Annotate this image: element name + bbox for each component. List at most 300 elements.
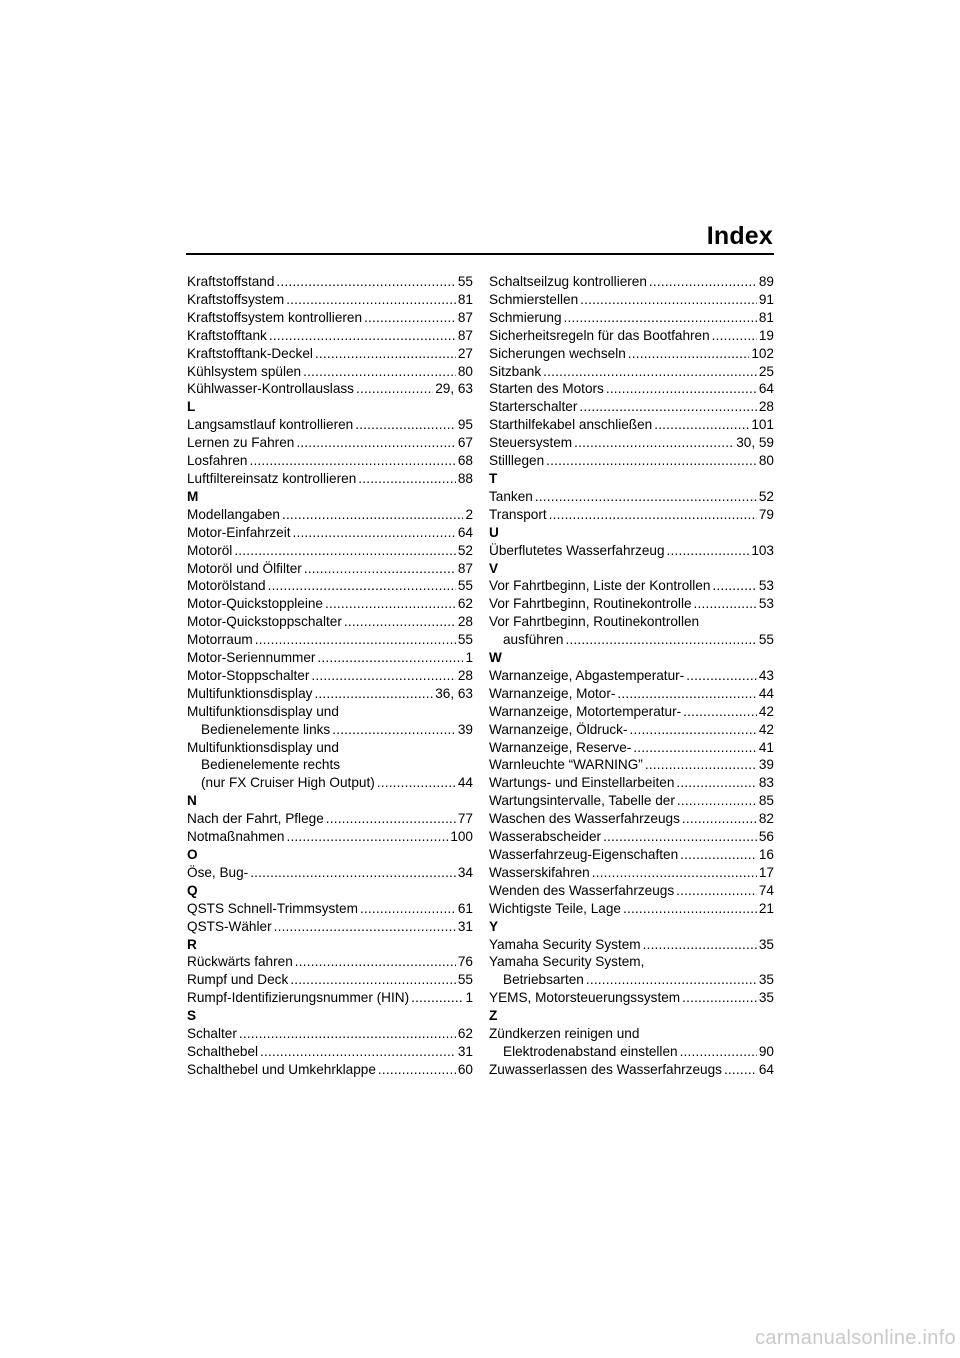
dot-leader — [311, 667, 455, 685]
dot-leader — [724, 1061, 757, 1079]
dot-leader — [712, 327, 757, 345]
index-entry-text: Luftfiltereinsatz kontrollieren — [187, 470, 357, 486]
index-entry-text: QSTS Schnell-Trimmsystem — [187, 900, 358, 916]
dot-leader — [378, 1061, 456, 1079]
index-entry-text: Schmierung — [489, 309, 562, 325]
dot-leader — [268, 577, 456, 595]
index-entry-text: Rumpf-Identifizierungsnummer (HIN) — [187, 990, 410, 1006]
index-entry-text: Rumpf und Deck — [187, 972, 289, 988]
index-entry-text: Wasserskifahren — [489, 864, 590, 880]
index-entry-text: Kraftstoffstand — [187, 274, 275, 289]
index-entry-text: Kraftstoffsystem kontrollieren — [187, 309, 363, 325]
index-page-number: 17 — [758, 864, 774, 880]
index-entry — [489, 739, 774, 757]
index-page-number: 64 — [457, 524, 473, 540]
index-entry — [187, 631, 473, 649]
index-column-left — [187, 273, 473, 1079]
index-entry — [187, 291, 473, 309]
index-entry — [187, 309, 473, 327]
dot-leader — [377, 774, 456, 792]
index-entry-text: Multifunktionsdisplay und — [187, 703, 339, 719]
index-entry-text: Losfahren — [187, 453, 248, 469]
index-entry-text: Kraftstofftank-Deckel — [187, 345, 313, 361]
index-entry — [187, 613, 473, 631]
index-page-number: 79 — [758, 506, 774, 522]
index-entry-text: Multifunktionsdisplay und — [187, 739, 339, 755]
dot-leader — [293, 524, 456, 542]
index-entry — [489, 577, 774, 595]
dot-leader — [411, 989, 463, 1007]
index-entry-text: Wasserfahrzeug-Eigenschaften — [489, 847, 679, 862]
dot-leader — [315, 345, 456, 363]
index-page-number: 30, 59 — [736, 435, 774, 451]
dot-leader — [580, 291, 757, 309]
index-entry — [489, 900, 774, 918]
dot-leader — [617, 685, 756, 703]
index-entry-text: Nach der Fahrt, Pflege — [187, 811, 324, 827]
index-entry — [187, 989, 473, 1007]
dot-leader — [234, 542, 456, 560]
index-entry-text: Motoröl — [187, 542, 233, 558]
index-entry — [489, 989, 774, 1007]
watermark: carmanualsonline.info — [755, 1327, 956, 1349]
dot-leader — [683, 703, 757, 721]
dot-leader — [326, 810, 456, 828]
index-entry — [489, 774, 774, 792]
index-page-number: 102 — [751, 345, 774, 361]
dot-leader — [358, 470, 456, 488]
index-page-number: 88 — [457, 470, 473, 486]
index-page-number: 81 — [758, 309, 774, 325]
index-entry-text: Motoröl und Ölfilter — [187, 560, 302, 576]
index-entry — [187, 380, 473, 398]
dot-leader — [603, 828, 757, 846]
index-page-number: 95 — [457, 417, 473, 433]
index-page-number: 35 — [758, 972, 774, 988]
dot-leader — [286, 291, 456, 309]
index-page-number: 87 — [457, 327, 473, 343]
dot-leader — [276, 273, 455, 291]
index-entry-text: (nur FX Cruiser High Output) — [201, 775, 375, 791]
index-entry-text: Sicherungen wechseln — [489, 345, 626, 361]
index-entry — [187, 542, 473, 560]
index-entry — [187, 1025, 473, 1043]
index-page-number: 31 — [457, 1043, 473, 1059]
index-page-number: 1 — [465, 990, 473, 1006]
index-entry-text: Kraftstofftank — [187, 327, 267, 343]
index-entry-text: Motor-Quickstoppschalter — [187, 614, 342, 630]
dot-leader — [260, 1043, 456, 1061]
index-entry-text: Vor Fahrtbeginn, Liste der Kontrollen — [489, 578, 711, 594]
index-page-number: 80 — [758, 453, 774, 469]
dot-leader — [364, 309, 456, 327]
index-entry-text: Wartungs- und Einstellarbeiten — [489, 775, 675, 791]
index-page-number: 34 — [457, 864, 473, 880]
index-entry-text: Warnanzeige, Motortemperatur- — [489, 703, 682, 719]
index-entry-text: Sicherheitsregeln für das Bootfahren — [489, 327, 710, 343]
index-entry — [187, 739, 473, 793]
index-entry — [489, 363, 774, 381]
index-page-number: 89 — [758, 274, 774, 289]
index-page-number: 56 — [758, 829, 774, 845]
index-page-number: 81 — [457, 291, 473, 307]
index-letter-heading: N — [187, 793, 197, 809]
index-entry — [187, 900, 473, 918]
index-entry-text: Schmierstellen — [489, 291, 579, 307]
index-entry — [489, 828, 774, 846]
index-entry — [489, 506, 774, 524]
index-entry-text: Starterschalter — [489, 399, 578, 415]
index-page-number: 55 — [457, 632, 473, 648]
dot-leader — [332, 721, 456, 739]
index-page-number: 42 — [758, 721, 774, 737]
index-page-number: 62 — [457, 1026, 473, 1042]
index-page-number: 76 — [457, 954, 473, 970]
dot-leader — [676, 882, 757, 900]
index-letter-heading: U — [489, 524, 499, 540]
dot-leader — [274, 918, 456, 936]
index-entry — [489, 309, 774, 327]
index-page-number: 19 — [758, 327, 774, 343]
index-entry — [187, 524, 473, 542]
index-page-number: 103 — [751, 542, 774, 558]
index-entry-text: Motor-Stoppschalter — [187, 667, 310, 683]
index-entry-text: Vor Fahrtbeginn, Routinekontrolle — [489, 596, 692, 612]
index-entry-text: Öse, Bug- — [187, 864, 249, 880]
index-letter-heading: W — [489, 650, 502, 666]
dot-leader — [606, 380, 757, 398]
index-entry — [489, 1025, 774, 1061]
index-page-number: 83 — [758, 775, 774, 791]
index-entry — [187, 363, 473, 381]
index-entry-text: Motorölstand — [187, 578, 266, 594]
index-page-number: 74 — [758, 882, 774, 898]
dot-leader — [682, 810, 757, 828]
dot-leader — [676, 774, 757, 792]
index-entry — [187, 470, 473, 488]
dot-leader — [579, 398, 756, 416]
index-page-number: 101 — [751, 417, 774, 433]
dot-leader — [296, 434, 456, 452]
dot-leader — [269, 327, 456, 345]
index-entry — [489, 936, 774, 954]
index-page-number: 68 — [457, 453, 473, 469]
index-entry-text: ausführen — [503, 632, 564, 648]
index-entry — [489, 434, 774, 452]
dot-leader — [565, 631, 756, 649]
index-entry-text: Vor Fahrtbeginn, Routinekontrollen — [489, 614, 700, 630]
index-entry-text: Starthilfekabel anschließen — [489, 417, 653, 433]
index-entry — [489, 864, 774, 882]
dot-leader — [282, 506, 463, 524]
index-page-number: 53 — [758, 578, 774, 594]
index-entry — [489, 1061, 774, 1079]
index-entry-text: Starten des Motors — [489, 381, 604, 397]
index-letter-heading: T — [489, 470, 498, 486]
index-entry — [187, 649, 473, 667]
index-letter-heading: S — [187, 1008, 197, 1024]
dot-leader — [630, 721, 757, 739]
index-entry-text: Zündkerzen reinigen und — [489, 1026, 640, 1042]
index-entry — [489, 667, 774, 685]
index-entry — [187, 273, 473, 291]
index-entry — [489, 542, 774, 560]
index-page-number: 43 — [758, 667, 774, 683]
dot-leader — [325, 595, 456, 613]
index-page-number: 82 — [758, 811, 774, 827]
index-entry-text: Motorraum — [187, 632, 253, 648]
index-entry — [187, 577, 473, 595]
index-entry-text: Überflutetes Wasserfahrzeug — [489, 542, 665, 558]
index-entry-text: QSTS-Wähler — [187, 918, 272, 934]
index-entry — [187, 416, 473, 434]
index-entry-text: Kraftstoffsystem — [187, 291, 285, 307]
index-entry-text: Betriebsarten — [503, 972, 584, 988]
dot-leader — [628, 345, 750, 363]
dot-leader — [682, 989, 757, 1007]
index-page-number: 21 — [758, 900, 774, 916]
index-entry — [489, 846, 774, 864]
dot-leader — [654, 416, 749, 434]
title-rule — [186, 253, 774, 255]
index-letter-heading: Y — [489, 918, 499, 934]
index-entry-text: Sitzbank — [489, 363, 542, 379]
dot-leader — [677, 792, 757, 810]
dot-leader — [314, 685, 433, 703]
index-entry-text: Tanken — [489, 488, 533, 504]
index-entry-text: Schalter — [187, 1026, 237, 1042]
index-entry-text: Kühlwasser-Kontrollauslass — [187, 381, 354, 397]
index-page-number: 61 — [457, 900, 473, 916]
dot-leader — [586, 971, 757, 989]
index-entry-text: Motor-Seriennummer — [187, 650, 316, 666]
dot-leader — [543, 363, 757, 381]
index-entry — [489, 721, 774, 739]
dot-leader — [250, 864, 456, 882]
index-entry — [187, 810, 473, 828]
dot-leader — [546, 452, 757, 470]
index-column-right — [489, 273, 774, 1079]
index-page-number: 55 — [457, 972, 473, 988]
dot-leader — [535, 488, 757, 506]
index-entry — [489, 452, 774, 470]
dot-leader — [290, 971, 456, 989]
index-page-number: 90 — [758, 1043, 774, 1059]
index-letter-heading: Q — [187, 882, 198, 898]
index-entry — [187, 918, 473, 936]
index-page-number: 64 — [758, 1061, 774, 1077]
index-entry-text: Motor-Einfahrzeit — [187, 524, 291, 540]
index-entry — [489, 613, 774, 649]
index-page-number: 39 — [758, 757, 774, 773]
index-entry — [187, 595, 473, 613]
index-entry — [489, 882, 774, 900]
index-page-number: 31 — [457, 918, 473, 934]
index-page-number: 44 — [457, 775, 473, 791]
index-entry-text: Wichtigste Teile, Lage — [489, 900, 621, 916]
index-page-number: 52 — [457, 542, 473, 558]
index-entry — [489, 792, 774, 810]
dot-leader — [592, 864, 757, 882]
dot-leader — [549, 506, 757, 524]
index-page-number: 55 — [457, 578, 473, 594]
index-entry — [187, 452, 473, 470]
index-entry-text: Modellangaben — [187, 506, 280, 522]
index-entry-text: Kühlsystem spülen — [187, 363, 302, 379]
dot-leader — [303, 363, 456, 381]
index-page-number: 87 — [457, 309, 473, 325]
index-page-number: 1 — [465, 650, 473, 666]
index-page-number: 25 — [758, 363, 774, 379]
index-entry — [489, 953, 774, 989]
index-entry — [489, 703, 774, 721]
index-entry — [489, 327, 774, 345]
index-entry — [187, 685, 473, 703]
index-entry-text: Rückwärts fahren — [187, 954, 293, 970]
dot-leader — [633, 739, 757, 757]
dot-leader — [649, 273, 757, 291]
index-page-number: 28 — [457, 614, 473, 630]
index-letter-heading: L — [187, 399, 196, 415]
index-page-number: 64 — [758, 381, 774, 397]
index-entry — [187, 434, 473, 452]
dot-leader — [239, 1025, 456, 1043]
dot-leader — [574, 434, 734, 452]
dot-leader — [249, 452, 455, 470]
index-entry — [489, 685, 774, 703]
index-entry-text: Transport — [489, 506, 547, 522]
index-entry — [489, 416, 774, 434]
index-entry — [489, 810, 774, 828]
dot-leader — [564, 309, 757, 327]
index-entry — [489, 273, 774, 291]
index-entry-text: Warnleuchte “WARNING” — [489, 757, 643, 773]
dot-leader — [667, 542, 750, 560]
index-entry — [489, 595, 774, 613]
index-entry-text: Wenden des Wasserfahrzeugs — [489, 882, 675, 898]
dot-leader — [680, 846, 757, 864]
index-entry — [187, 345, 473, 363]
index-entry-text: Schaltseilzug kontrollieren — [489, 274, 647, 289]
dot-leader — [645, 756, 757, 774]
dot-leader — [686, 667, 757, 685]
index-entry — [187, 560, 473, 578]
index-page-number: 41 — [758, 739, 774, 755]
index-entry-text: Wartungsintervalle, Tabelle der — [489, 793, 675, 809]
index-entry — [187, 1061, 473, 1079]
page-title: Index — [706, 222, 773, 250]
index-entry — [489, 756, 774, 774]
index-page-number: 16 — [758, 847, 774, 862]
dot-leader — [255, 631, 456, 649]
index-entry-text: Bedienelemente links — [201, 721, 331, 737]
index-entry — [187, 828, 473, 846]
dot-leader — [317, 649, 463, 667]
index-page-number: 91 — [758, 291, 774, 307]
index-entry — [489, 398, 774, 416]
index-entry — [187, 953, 473, 971]
index-page-number: 85 — [758, 793, 774, 809]
index-page-number: 2 — [465, 506, 473, 522]
index-page-number: 44 — [758, 685, 774, 701]
index-page-number: 42 — [758, 703, 774, 719]
index-entry-text: Warnanzeige, Öldruck- — [489, 721, 628, 737]
index-page-number: 28 — [758, 399, 774, 415]
index-entry-text: Elektrodenabstand einstellen — [503, 1043, 678, 1059]
index-entry-text: Schalthebel — [187, 1043, 259, 1059]
index-page-number: 52 — [758, 488, 774, 504]
index-entry-text: Warnanzeige, Reserve- — [489, 739, 632, 755]
index-entry-text: Warnanzeige, Motor- — [489, 685, 616, 701]
dot-leader — [680, 1043, 757, 1061]
index-page-number: 77 — [457, 811, 473, 827]
index-page-number: 53 — [758, 596, 774, 612]
index-entry-text: Steuersystem — [489, 435, 573, 451]
index-page-number: 35 — [758, 936, 774, 952]
index-letter-heading: O — [187, 847, 198, 862]
index-entry-text: Motor-Quickstoppleine — [187, 596, 323, 612]
dot-leader — [355, 416, 456, 434]
index-entry-text: Lernen zu Fahren — [187, 435, 295, 451]
index-entry-text: Yamaha Security System, — [489, 954, 645, 970]
dot-leader — [356, 380, 433, 398]
index-entry — [187, 667, 473, 685]
index-page-number: 29, 63 — [435, 381, 473, 397]
index-entry-text: Zuwasserlassen des Wasserfahrzeugs — [489, 1061, 722, 1077]
dot-leader — [712, 577, 756, 595]
index-page-number: 87 — [457, 560, 473, 576]
index-entry-text: Schalthebel und Umkehrklappe — [187, 1061, 376, 1077]
index-entry — [187, 864, 473, 882]
index-page-number: 67 — [457, 435, 473, 451]
dot-leader — [643, 936, 757, 954]
index-entry-text: Bedienelemente rechts — [201, 757, 341, 773]
index-entry-text: Notmaßnahmen — [187, 829, 285, 845]
index-entry-text: Waschen des Wasserfahrzeugs — [489, 811, 680, 827]
index-page-number: 55 — [758, 632, 774, 648]
index-entry — [489, 345, 774, 363]
dot-leader — [623, 900, 757, 918]
index-entry — [187, 327, 473, 345]
index-entry-text: Langsamstlauf kontrollieren — [187, 417, 354, 433]
dot-leader — [295, 953, 456, 971]
index-entry — [489, 488, 774, 506]
dot-leader — [344, 613, 456, 631]
dot-leader — [360, 900, 456, 918]
index-page-number: 62 — [457, 596, 473, 612]
index-letter-heading: Z — [489, 1008, 498, 1024]
index-page-number: 80 — [457, 363, 473, 379]
index-letter-heading: V — [489, 560, 499, 576]
index-entry — [489, 380, 774, 398]
index-entry — [187, 703, 473, 739]
index-entry — [187, 1043, 473, 1061]
dot-leader — [286, 828, 448, 846]
index-letter-heading: R — [187, 936, 197, 952]
index-page-number: 36, 63 — [435, 685, 473, 701]
index-entry-text: Warnanzeige, Abgastemperatur- — [489, 667, 685, 683]
index-entry-text: Stilllegen — [489, 453, 545, 469]
index-page-number: 39 — [457, 721, 473, 737]
index-page-number: 55 — [457, 274, 473, 289]
index-entry-text: YEMS, Motorsteuerungssystem — [489, 990, 681, 1006]
index-letter-heading: M — [187, 488, 199, 504]
index-entry-text: Yamaha Security System — [489, 936, 641, 952]
index-entry — [187, 971, 473, 989]
index-page-number: 35 — [758, 990, 774, 1006]
index-entry-text: Wasserabscheider — [489, 829, 602, 845]
dot-leader — [304, 560, 456, 578]
